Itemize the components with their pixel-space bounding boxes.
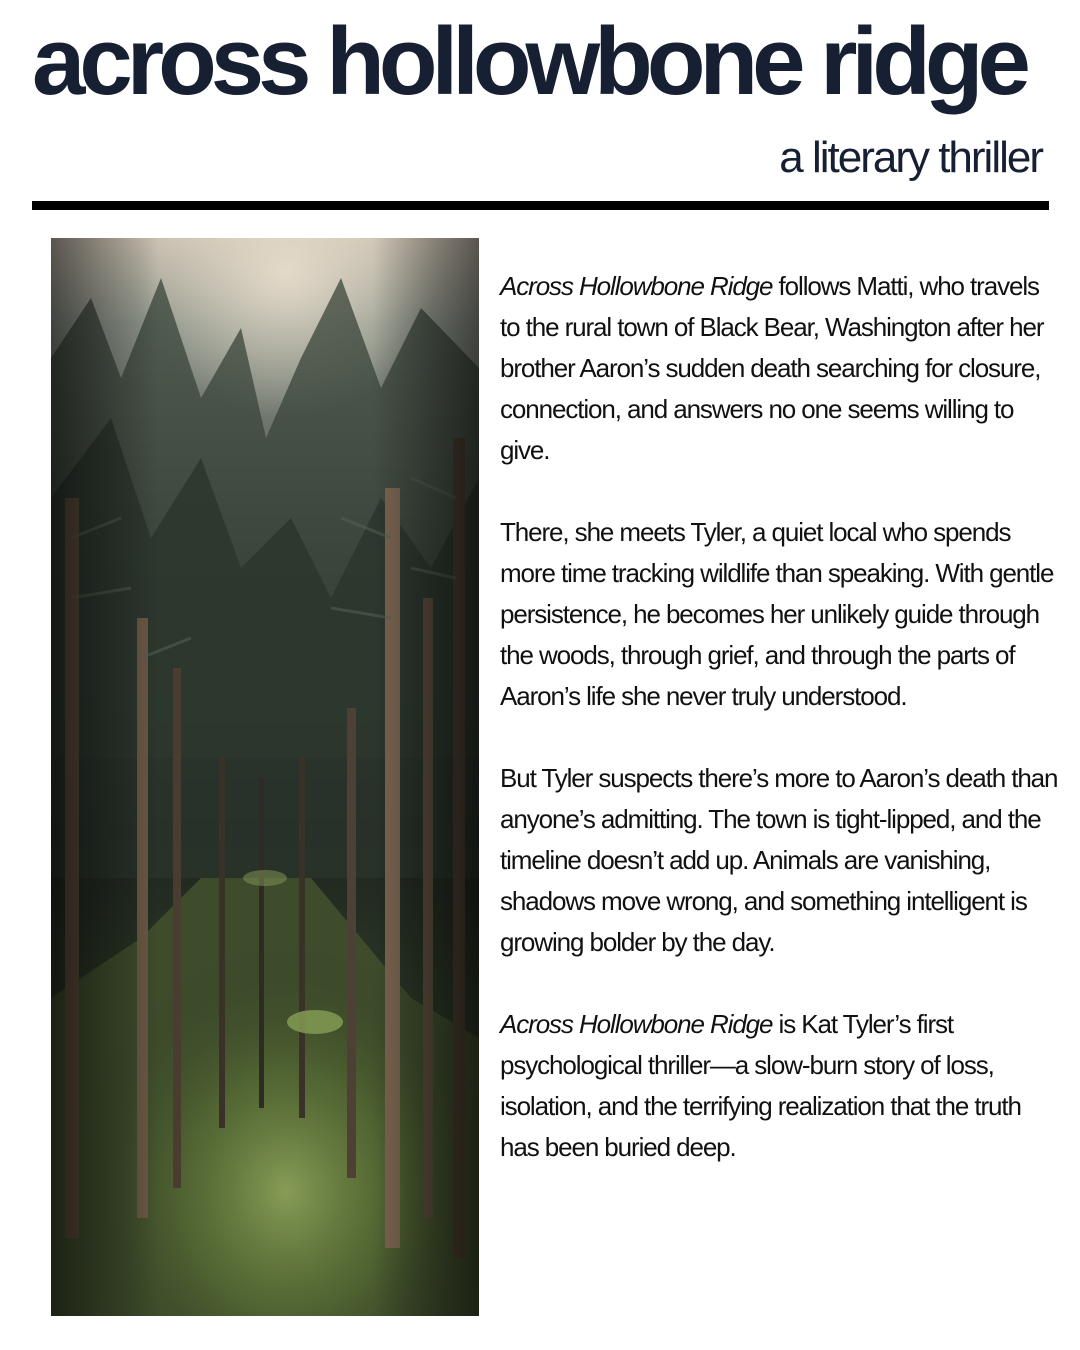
title-divider bbox=[32, 201, 1049, 210]
page-subtitle: a literary thriller bbox=[779, 133, 1042, 182]
blurb-paragraph-2: There, she meets Tyler, a quiet local who spends more time tracking wildlife than speaking. With gentle persistence, he becomes her unlikely guide through the woods, through grief, and through the parts of Aaron’s life she never truly understood. bbox=[500, 517, 1054, 711]
book-title-italic: Across Hollowbone Ridge bbox=[500, 1009, 773, 1039]
blurb-text: is Kat Tyler’s first psychological thriller—a slow-burn story of loss, isolation, and the terrifying realization that the truth has been buried deep. bbox=[500, 1009, 1021, 1162]
blurb-text: follows Matti, who travels to the rural town of Black Bear, Washington after her brother Aaron’s sudden death searching for closure, connection, and answers no one seems willing to give. bbox=[500, 271, 1044, 465]
blurb-paragraph-3: But Tyler suspects there’s more to Aaron’s death than anyone’s admitting. The town is tight-lipped, and the timeline doesn’t add up. Animals are vanishing, shadows move wrong, and something intelligent is growing bolder by the day. bbox=[500, 763, 1058, 957]
blurb bbox=[500, 266, 1060, 1209]
blurb-paragraph-1 bbox=[500, 266, 1060, 471]
page-title: across hollowbone ridge bbox=[32, 8, 1025, 115]
book-title-italic: Across Hollowbone Ridge bbox=[500, 271, 773, 301]
forest-path-photo bbox=[51, 238, 479, 1316]
blurb-paragraph-4 bbox=[500, 1004, 1060, 1168]
